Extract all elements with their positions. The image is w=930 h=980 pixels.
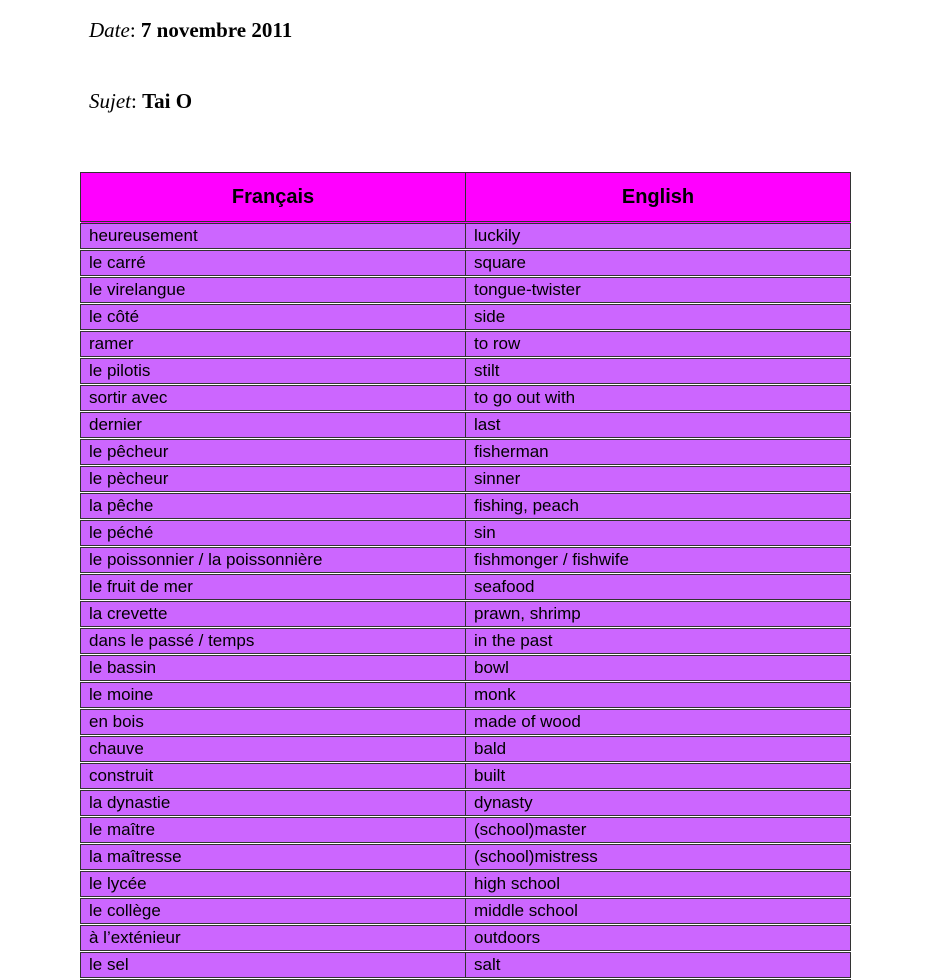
cell-french: la crevette (81, 601, 466, 628)
table-row (81, 574, 851, 601)
cell-english: last (466, 412, 851, 439)
cell-french: le péché (81, 520, 466, 547)
cell-french: le côté (81, 304, 466, 331)
date-label: Date (89, 18, 130, 42)
date-separator: : (129, 18, 136, 42)
table-row (81, 304, 851, 331)
table-row (81, 358, 851, 385)
cell-french: le moine (81, 682, 466, 709)
date-line (89, 18, 292, 42)
cell-french: le virelangue (81, 277, 466, 304)
table-header-row (81, 173, 851, 223)
cell-english: to go out with (466, 385, 851, 412)
cell-english: seafood (466, 574, 851, 601)
table-row (81, 682, 851, 709)
table-row (81, 736, 851, 763)
cell-english: high school (466, 871, 851, 898)
table-row (81, 817, 851, 844)
cell-english: (school)mistress (466, 844, 851, 871)
date-value: 7 novembre 2011 (140, 18, 293, 42)
cell-english: fishing, peach (466, 493, 851, 520)
cell-french: en bois (81, 709, 466, 736)
cell-french: dernier (81, 412, 466, 439)
cell-english: middle school (466, 898, 851, 925)
header-english: English (466, 173, 851, 223)
subject-label: Sujet (89, 89, 131, 113)
cell-french: le fruit de mer (81, 574, 466, 601)
cell-english: tongue-twister (466, 277, 851, 304)
cell-english: in the past (466, 628, 851, 655)
table-row (81, 547, 851, 574)
table-row (81, 223, 851, 250)
cell-french: sortir avec (81, 385, 466, 412)
cell-english: sin (466, 520, 851, 547)
cell-english: salt (466, 952, 851, 979)
cell-english: stilt (466, 358, 851, 385)
cell-french: le maître (81, 817, 466, 844)
cell-english: prawn, shrimp (466, 601, 851, 628)
subject-value: Tai O (142, 89, 193, 113)
table-row (81, 871, 851, 898)
cell-english: monk (466, 682, 851, 709)
cell-english: outdoors (466, 925, 851, 952)
cell-french: le collège (81, 898, 466, 925)
header-french: Français (81, 173, 466, 223)
cell-english: to row (466, 331, 851, 358)
table-row (81, 439, 851, 466)
table-row (81, 412, 851, 439)
cell-english: built (466, 763, 851, 790)
cell-french: le sel (81, 952, 466, 979)
cell-english: bowl (466, 655, 851, 682)
table-row (81, 466, 851, 493)
cell-english: fishmonger / fishwife (466, 547, 851, 574)
cell-french: la pêche (81, 493, 466, 520)
cell-french: le bassin (81, 655, 466, 682)
table-row (81, 520, 851, 547)
cell-french: chauve (81, 736, 466, 763)
cell-french: la maîtresse (81, 844, 466, 871)
cell-english: fisherman (466, 439, 851, 466)
cell-english: side (466, 304, 851, 331)
cell-english: sinner (466, 466, 851, 493)
cell-english: square (466, 250, 851, 277)
cell-french: le lycée (81, 871, 466, 898)
cell-french: construit (81, 763, 466, 790)
cell-french: dans le passé / temps (81, 628, 466, 655)
table-row (81, 277, 851, 304)
cell-english: made of wood (466, 709, 851, 736)
cell-french: le carré (81, 250, 466, 277)
table-body (81, 223, 851, 979)
table-row (81, 385, 851, 412)
table-row (81, 790, 851, 817)
table-row (81, 709, 851, 736)
cell-french: à l’exténieur (81, 925, 466, 952)
table-row (81, 925, 851, 952)
table-row (81, 250, 851, 277)
cell-french: ramer (81, 331, 466, 358)
table-row (81, 628, 851, 655)
cell-english: dynasty (466, 790, 851, 817)
table-row (81, 952, 851, 979)
cell-french: heureusement (81, 223, 466, 250)
table-row (81, 898, 851, 925)
table-row (81, 331, 851, 358)
subject-line (89, 89, 192, 113)
subject-separator: : (131, 89, 137, 113)
cell-french: le pilotis (81, 358, 466, 385)
cell-english: bald (466, 736, 851, 763)
table-row (81, 493, 851, 520)
cell-french: le pècheur (81, 466, 466, 493)
cell-english: luckily (466, 223, 851, 250)
cell-french: le poissonnier / la poissonnière (81, 547, 466, 574)
table-row (81, 655, 851, 682)
table-row (81, 844, 851, 871)
table-row (81, 601, 851, 628)
cell-english: (school)master (466, 817, 851, 844)
cell-french: le pêcheur (81, 439, 466, 466)
table-row (81, 763, 851, 790)
vocabulary-table (80, 172, 851, 980)
cell-french: la dynastie (81, 790, 466, 817)
